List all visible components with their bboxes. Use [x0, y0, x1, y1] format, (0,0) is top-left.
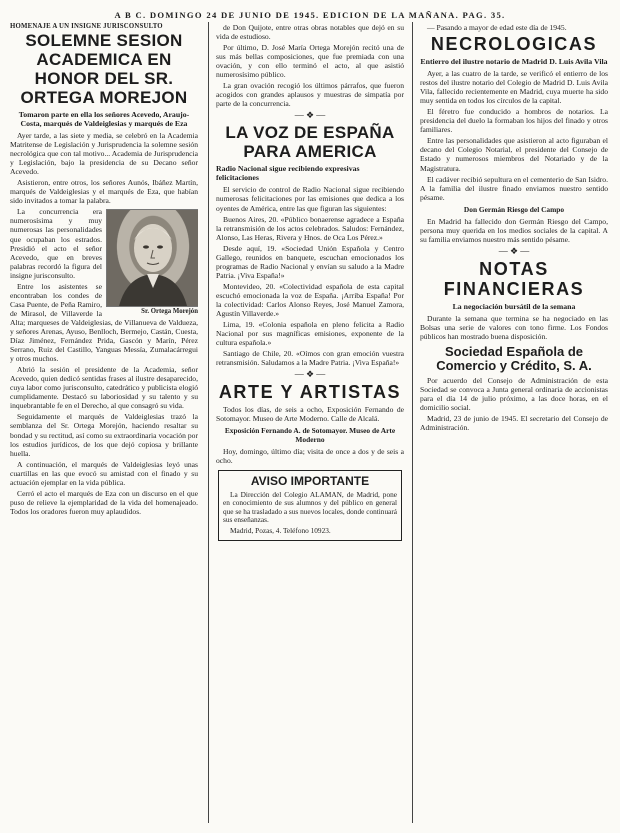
article-paragraph: Durante la semana que termina se ha negociado en las Bolsas una serie de valores con tono firme. Los Fondos públicos han mostrado buena disposición. — [420, 313, 608, 341]
subhead: Entierro del ilustre notario de Madrid D. Luis Avila Vila — [420, 57, 608, 67]
notice-box — [218, 470, 402, 542]
column-rule — [208, 22, 209, 823]
subhead: Radio Nacional sigue recibiendo expresivas felicitaciones — [216, 164, 360, 183]
article-paragraph: La concurrencia era numerosísima y muy numerosas las personalidades que ocupaban los estrados. Presidió el acto el señor Acevedo, que en breves palabras recordó la figura del insigne jurisconsulto. — [10, 207, 102, 280]
article-paragraph: Por acuerdo del Consejo de Administración de esta Sociedad se convoca a Junta general ordinaria de accionistas para el día 14 de julio próximo, a las doce horas, en el domicilio social. — [420, 375, 608, 413]
article-paragraph: A continuación, el marqués de Valdeiglesias leyó unas cuartillas en las que evocó su amistad con el finado y su actuación ejemplar en la vida pública. — [10, 459, 198, 487]
article-paragraph: Buenos Aires, 20. «Público bonaerense agradece a España la retransmisión de los actos celebrados. Saludos: Fernández, Alonso, Las Heras, Rivera y Hnos. de Oca Los Pérez.» — [216, 214, 404, 242]
article-paragraph: En Madrid ha fallecido don Germán Riesgo del Campo, persona muy querida en los medios sociales de la capital. A su familia enviamos nuestro más sentido pésame. — [420, 216, 608, 244]
article-paragraph: Ayer tarde, a las siete y media, se celebró en la Academia Matritense de Legislación y Jurisprudencia la solemne sesión necrológica que con tal motivo... Academia de Jurisprudencia y Legislación, bajo la presidencia de su Decano señor Acevedo. — [10, 131, 198, 177]
headline-ortega-morejon: SOLEMNE SESION ACADEMICA EN HONOR DEL SR. ORTEGA MOREJON — [20, 31, 188, 107]
headline-necrologicas: NECROLOGICAS — [430, 34, 598, 55]
article-paragraph: Cerró el acto el marqués de Eza con un discurso en el que puso de relieve la ejemplaridad de la vida del homenajeado. Todos los oradores fueron muy aplaudidos. — [10, 488, 198, 516]
column-2 — [216, 23, 404, 825]
article-paragraph: Entre las personalidades que asistieron al acto figuraban el decano del Colegio Notarial, el presidente del Consejo de Estado y numerosos miembros del Notariado y de la Magistratura. — [420, 136, 608, 173]
headline-notas-financieras: NOTAS FINANCIERAS — [443, 258, 585, 299]
article-paragraph: — Pasando a mayor de edad este día de 1945. — [427, 23, 567, 32]
article-paragraph: Asistieron, entre otros, los señores Aunós, Ibáñez Martín, marqués de Valdeiglesias y el marqués de Eza, que habían sido invitados a tomar la palabra. — [10, 178, 198, 206]
article-paragraph: Hoy, domingo, último día; visita de once a dos y de seis a ocho. — [216, 447, 404, 466]
headline-sociedad-comercio: Sociedad Española de Comercio y Crédito, S. A. — [436, 343, 592, 373]
notice-paragraph: La Dirección del Colegio ALAMAN, de Madrid, pone en conocimiento de sus alumnos y del público en general que se ha trasladado a sus nuevos locales, donde continuará sus enseñanzas. — [223, 489, 397, 525]
portrait-figure — [106, 209, 198, 315]
article-paragraph: El servicio de control de Radio Nacional sigue recibiendo numerosas felicitaciones por las emisiones que dedica a los oyentes de América, entre las que figuran las siguientes: — [216, 185, 404, 213]
headline-arte-y-artistas: ARTE Y ARTISTAS — [218, 382, 402, 403]
kicker: HOMENAJE A UN INSIGNE JURISCONSULTO — [10, 23, 163, 30]
article-paragraph: Madrid, 23 de junio de 1945. El secretario del Consejo de Administración. — [420, 414, 608, 433]
obituary-name: Don Germán Riesgo del Campo — [463, 204, 565, 214]
event-title: Exposición Fernando A. de Sotomayor. Museo de Arte Moderno — [224, 426, 396, 445]
ornament-divider: — ❖ — — [294, 110, 326, 121]
article-paragraph: Entre los asistentes se encontraban los condes de Casa Puente, de Peña Ramiro, de Mirasol, de Villaverde la Alta; marqueses de Valdeiglesias, de Villanueva de Valdueza, y señores Arenas, Ayuso, Benlloch, Bermejo, Castán, Cuesta, Díaz Jiménez, Fernández Prida, Gascón y Marín, Pérez Serrano, Ruiz del Castillo, Yanguas Messía, Zumalacárregui y otros muchos. — [10, 281, 198, 364]
column-rule — [412, 22, 413, 823]
portrait-drawing — [107, 210, 198, 306]
article-paragraph: El cadáver recibió sepultura en el cementerio de San Isidro. A la familia del ilustre finado enviamos nuestro sentido pésame. — [420, 174, 608, 202]
ornament-divider: — ❖ — — [498, 245, 530, 256]
notice-paragraph: Madrid, Pozas, 4. Teléfono 10923. — [230, 525, 331, 535]
subhead: La negociación bursátil de la semana — [452, 301, 576, 311]
portrait-caption: Sr. Ortega Morejón — [141, 308, 198, 316]
article-paragraph: de Don Quijote, entre otras obras notables que dejó en su vida de estudioso. — [216, 23, 404, 42]
column-1 — [10, 23, 198, 825]
column-3 — [420, 23, 608, 825]
headline-voz-de-espana: LA VOZ DE ESPAÑA PARA AMERICA — [225, 123, 395, 162]
article-paragraph: Por último, D. José María Ortega Morejón recitó una de sus más bellas composiciones, que fue premiada con una ovación, y con ello terminó el acto, al que asistió numerosísimo público. — [216, 43, 404, 80]
article-paragraph: Lima, 19. «Colonia española en pleno felicita a Radio Nacional por sus magníficas emisiones, exponente de la cultura española.» — [216, 320, 404, 348]
article-paragraph: La gran ovación recogió los últimos párrafos, que fueron acogidos con grandes aplausos y muestras de simpatía por parte de la concurrencia. — [216, 81, 404, 109]
article-paragraph: Abrió la sesión el presidente de la Academia, señor Acevedo, quien dedicó sentidas frases al ilustre desaparecido, cuya labor como jurisconsulto, catedrático y publicista elogió cumplidamente. Destacó su laboriosidad y su talento y su inquebrantable fe en el Derecho, al que consagró su vida. — [10, 365, 198, 411]
article-paragraph: Santiago de Chile, 20. «Oímos con gran emoción vuestra retransmisión. Saludamos a la Madre Patria. ¡Viva España!» — [216, 349, 404, 368]
article-paragraph: El féretro fue conducido a hombros de notarios. La presidencia del duelo la formaban los hijos del finado y otros familiares. — [420, 107, 608, 135]
running-head: A B C. DOMINGO 24 DE JUNIO DE 1945. EDICION DE LA MAÑANA. PAG. 35. — [114, 10, 506, 20]
article-paragraph: Todos los días, de seis a ocho, Exposición Fernando de Sotomayor. Museo de Arte Moderno. Calle de Alcalá. — [216, 405, 404, 424]
article-paragraph: Desde aquí, 19. «Sociedad Unión Española y Centro Gallego, reunidos en banquete, escuchan emocionados los programas de Radio Nacional y envían su saludo a la Madre Patria. ¡Viva España!» — [216, 243, 404, 280]
subhead: Tomaron parte en ella los señores Acevedo, Araujo-Costa, marqués de Valdeiglesias y marqués de Eza — [18, 110, 190, 128]
article-paragraph: Ayer, a las cuatro de la tarde, se verificó el entierro de los restos del ilustre notario del Colegio de Madrid D. Luis Avila Vila, fallecido recientemente en Madrid, cuya muerte ha sido muy sentida en todos los círculos de la capital. — [420, 69, 608, 106]
article-paragraph: Seguidamente el marqués de Valdeiglesias trazó la semblanza del Sr. Ortega Morejón, haciendo resaltar su bondad y su rectitud, así como su extraordinaria vocación por los estudios jurídicos, de los que dejó copiosa y brillante huella. — [10, 412, 198, 458]
ornament-divider: — ❖ — — [294, 369, 326, 380]
portrait-photo — [106, 209, 198, 307]
notice-title: AVISO IMPORTANTE — [250, 473, 370, 488]
article-paragraph: Montevideo, 20. «Colectividad española de esta capital escuchó emocionada la voz de España. ¡Arriba España! Por la colectividad: Carlos Alonso Reyes, José Manuel Zamora, Agustín Villaverde.» — [216, 281, 404, 319]
